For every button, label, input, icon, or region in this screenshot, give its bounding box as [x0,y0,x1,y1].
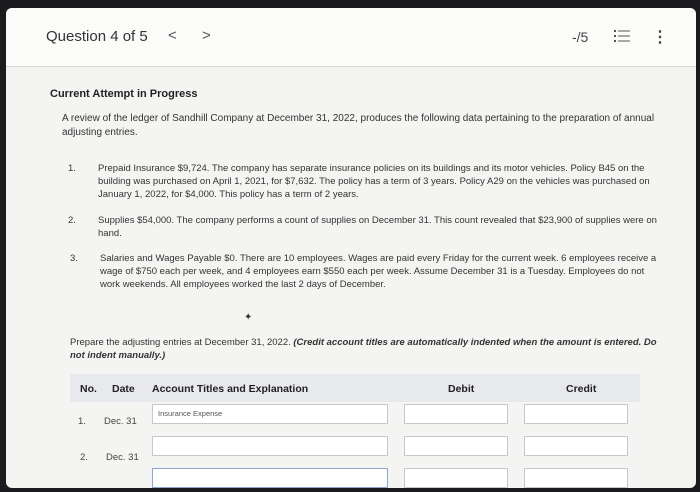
credit-amount-field[interactable] [524,468,628,488]
debit-amount-field[interactable] [404,404,508,424]
entry-number: 2. [80,452,88,463]
column-header-account: Account Titles and Explanation [152,383,309,395]
account-title-field[interactable]: Insurance Expense [152,404,388,424]
item-text: Supplies $54,000. The company performs a count of supplies on December 31. This count revealed that $23,900 of supplies were on hand. [98,215,657,239]
item-text: Prepaid Insurance $9,724. The company has separate insurance policies on its buildings and its motor vehicles. Policy B45 on the building was purchased on April 1, 2021, for $7,632. The policy has a term of 3 years. Policy A29 on the vehicles was purchased on January 1, 2022, for $4,000. This policy has a term of 2 years. [98,163,650,200]
question-list-icon[interactable] [614,29,630,43]
instructions-text: Prepare the adjusting entries at December 31, 2022. [70,337,291,348]
entry-number: 1. [78,416,86,427]
account-title-field[interactable] [152,468,388,488]
question-counter: Question 4 of 5 [46,28,148,45]
journal-table-header [70,374,640,402]
item-number: 2. [68,215,76,226]
entry-date: Dec. 31 [106,452,139,463]
debit-amount-field[interactable] [404,468,508,488]
column-header-credit: Credit [566,383,597,395]
problem-intro: A review of the ledger of Sandhill Company at December 31, 2022, produces the following data pertaining to the preparation of annual adjusting entries. [62,113,655,138]
attempt-status: Current Attempt in Progress [50,88,198,100]
mouse-cursor-icon: ✦ [244,312,253,323]
column-header-date: Date [112,383,135,395]
credit-amount-field[interactable] [524,404,628,424]
entry-date: Dec. 31 [104,416,137,427]
column-header-no: No. [80,383,97,395]
more-options-icon[interactable]: ⋮ [652,29,668,46]
item-number: 1. [68,163,76,174]
next-question-button[interactable]: > [202,27,211,44]
top-bar [6,8,696,67]
score-label: -/5 [572,29,589,45]
account-title-field[interactable] [152,436,388,456]
item-text: Salaries and Wages Payable $0. There are 10 employees. Wages are paid every Friday for the current week. 6 employees receive a wage of $750 each per week, and 4 employees earn $550 each per week. Assume December 31 is a Tuesday. Employees do not work weekends. All employees worked the last 2 days of December. [100,253,657,290]
column-header-debit: Debit [448,383,475,395]
instructions-note: (Credit account titles are automatically indented when the amount is entered. Do not indent manually.) [70,337,657,361]
item-number: 3. [70,253,78,264]
previous-question-button[interactable]: < [168,27,177,44]
instructions [70,336,660,362]
credit-amount-field[interactable] [524,436,628,456]
screen [6,8,696,488]
debit-amount-field[interactable] [404,436,508,456]
